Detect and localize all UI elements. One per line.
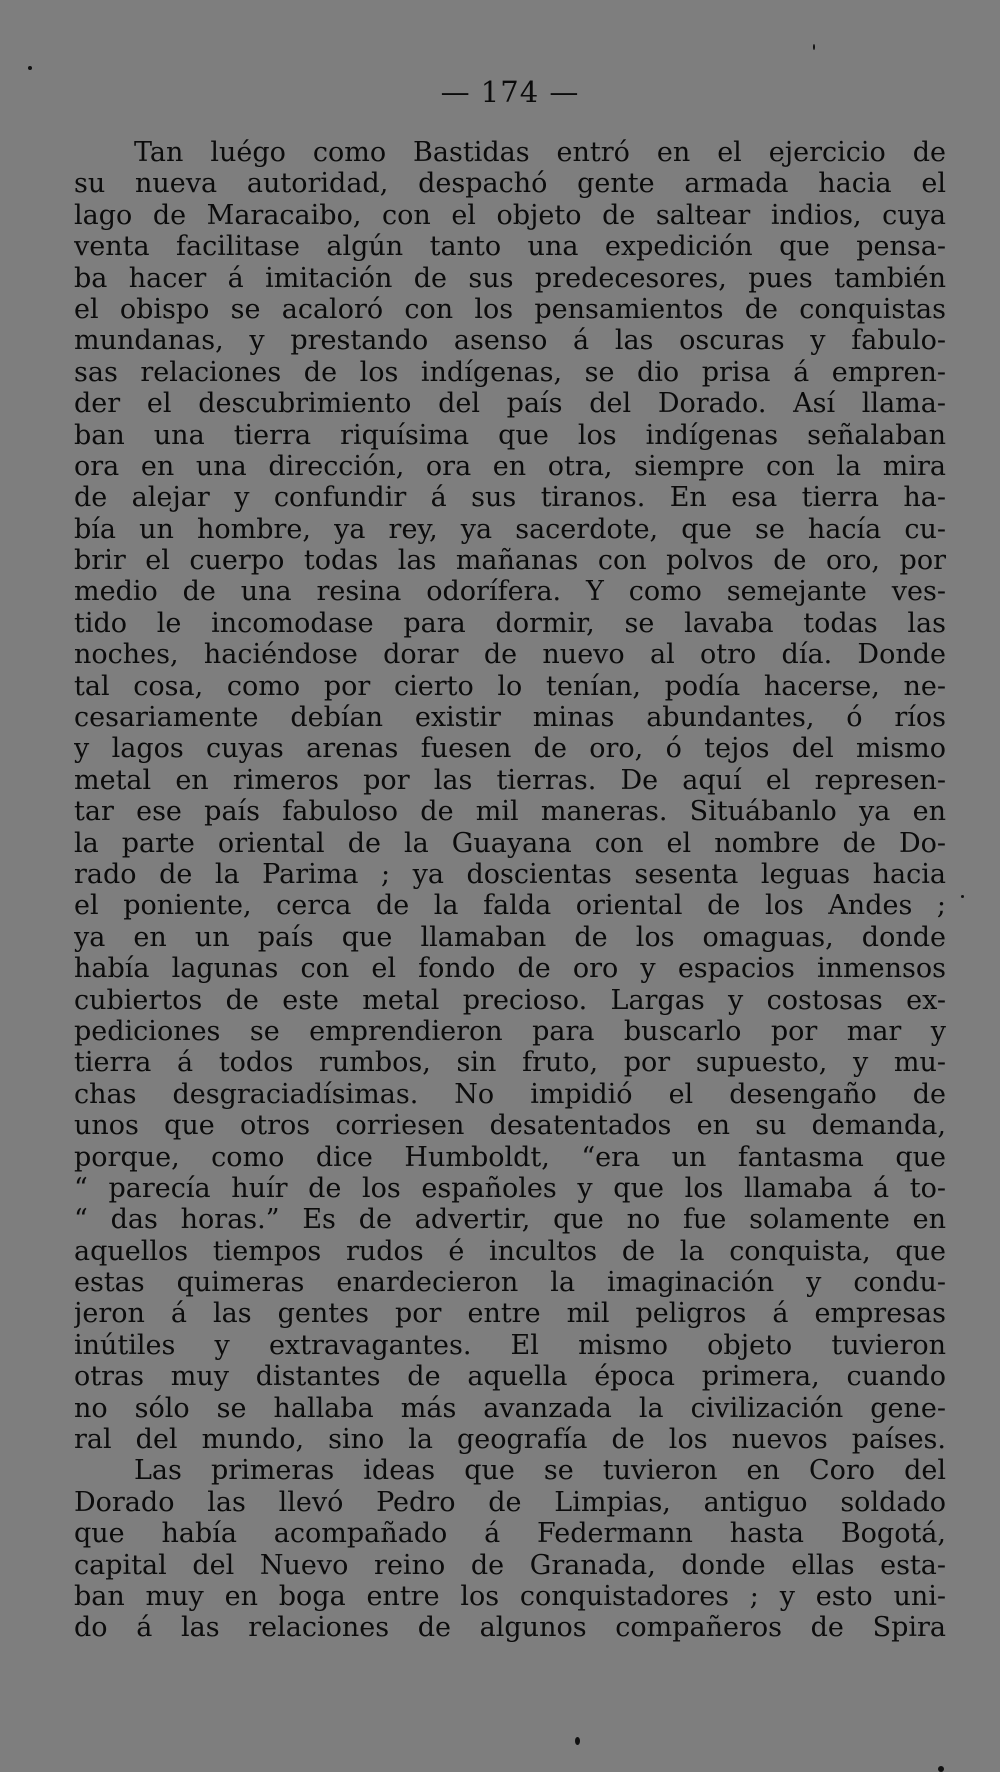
- text-line: cubiertos de este metal precioso. Largas y costosas ex-: [74, 984, 946, 1016]
- text-line: cesariamente debían existir minas abundantes, ó ríos: [74, 702, 946, 734]
- text-line: rado de la Parima ; ya doscientas sesenta leguas hacia: [74, 858, 946, 890]
- body-text: [74, 137, 946, 1644]
- text-line: tierra á todos rumbos, sin fruto, por supuesto, y mu-: [74, 1047, 946, 1079]
- text-line: ora en una dirección, ora en otra, siempre con la mira: [74, 450, 946, 482]
- text-line: jeron á las gentes por entre mil peligros á empresas: [74, 1298, 946, 1330]
- text-line: ral del mundo, sino la geografía de los nuevos países.: [74, 1424, 946, 1456]
- text-line: venta facilitase algún tanto una expedición que pensa-: [74, 231, 946, 263]
- text-line: chas desgraciadísimas. No impidió el desengaño de: [74, 1078, 946, 1110]
- text-line: bía un hombre, ya rey, ya sacerdote, que se hacía cu-: [74, 513, 946, 545]
- text-line: ba hacer á imitación de sus predecesores, pues también: [74, 262, 946, 294]
- text-line: inútiles y extravagantes. El mismo objeto tuvieron: [74, 1329, 946, 1361]
- ink-speck: [813, 44, 815, 50]
- text-line: der el descubrimiento del país del Dorado. Así llama-: [74, 388, 946, 420]
- text-line: “ das horas.” Es de advertir, que no fue solamente en: [74, 1204, 946, 1236]
- text-line: brir el cuerpo todas las mañanas con polvos de oro, por: [74, 545, 946, 577]
- text-line: “ parecía huír de los españoles y que los llamaba á to-: [74, 1172, 946, 1204]
- text-line: metal en rimeros por las tierras. De aquí el represen-: [74, 764, 946, 796]
- text-line: otras muy distantes de aquella época primera, cuando: [74, 1361, 946, 1393]
- text-line: unos que otros corriesen desatentados en su demanda,: [74, 1110, 946, 1142]
- text-line: tal cosa, como por cierto lo tenían, podía hacerse, ne-: [74, 670, 946, 702]
- ink-speck: [28, 66, 32, 70]
- text-line: ban muy en boga entre los conquistadores ; y esto uni-: [74, 1580, 946, 1612]
- text-line: medio de una resina odorífera. Y como semejante ves-: [74, 576, 946, 608]
- ink-speck: [961, 895, 964, 898]
- text-line: aquellos tiempos rudos é incultos de la conquista, que: [74, 1235, 946, 1267]
- ink-speck: [938, 1766, 944, 1772]
- text-line: y lagos cuyas arenas fuesen de oro, ó tejos del mismo: [74, 733, 946, 765]
- text-line: capital del Nuevo reino de Granada, donde ellas esta-: [74, 1549, 946, 1581]
- text-line: Dorado las llevó Pedro de Limpias, antiguo soldado: [74, 1486, 946, 1518]
- text-line: mundanas, y prestando asenso á las oscuras y fabulo-: [74, 325, 946, 357]
- text-line: porque, como dice Humboldt, “era un fantasma que: [74, 1141, 946, 1173]
- text-line: tido le incomodase para dormir, se lavaba todas las: [74, 607, 946, 639]
- text-line: Tan luégo como Bastidas entró en el ejercicio de: [134, 137, 946, 168]
- text-line: el poniente, cerca de la falda oriental de los Andes ;: [74, 890, 946, 922]
- text-line: do á las relaciones de algunos compañeros de Spira: [74, 1612, 946, 1644]
- text-line: noches, haciéndose dorar de nuevo al otro día. Donde: [74, 639, 946, 671]
- text-line: ban una tierra riquísima que los indígenas señalaban: [74, 419, 946, 451]
- text-line: que había acompañado á Federmann hasta Bogotá,: [74, 1518, 946, 1550]
- text-line: había lagunas con el fondo de oro y espacios inmensos: [74, 953, 946, 985]
- text-line: de alejar y confundir á sus tiranos. En esa tierra ha-: [74, 482, 946, 514]
- text-line: sas relaciones de los indígenas, se dio prisa á empren-: [74, 356, 946, 388]
- book-page: [74, 0, 946, 1772]
- text-line: Las primeras ideas que se tuvieron en Coro del: [134, 1455, 946, 1487]
- ink-speck: [575, 1737, 580, 1745]
- text-line: la parte oriental de la Guayana con el nombre de Do-: [74, 827, 946, 859]
- page-number: — 174 —: [440, 75, 580, 109]
- text-line: su nueva autoridad, despachó gente armada hacia el: [74, 168, 946, 200]
- text-line: ya en un país que llamaban de los omaguas, donde: [74, 921, 946, 953]
- text-line: el obispo se acaloró con los pensamientos de conquistas: [74, 293, 946, 325]
- text-line: lago de Maracaibo, con el objeto de saltear indios, cuya: [74, 199, 946, 231]
- text-line: no sólo se hallaba más avanzada la civilización gene-: [74, 1392, 946, 1424]
- text-line: tar ese país fabuloso de mil maneras. Situábanlo ya en: [74, 796, 946, 828]
- text-line: estas quimeras enardecieron la imaginación y condu-: [74, 1267, 946, 1299]
- text-line: pediciones se emprendieron para buscarlo por mar y: [74, 1015, 946, 1047]
